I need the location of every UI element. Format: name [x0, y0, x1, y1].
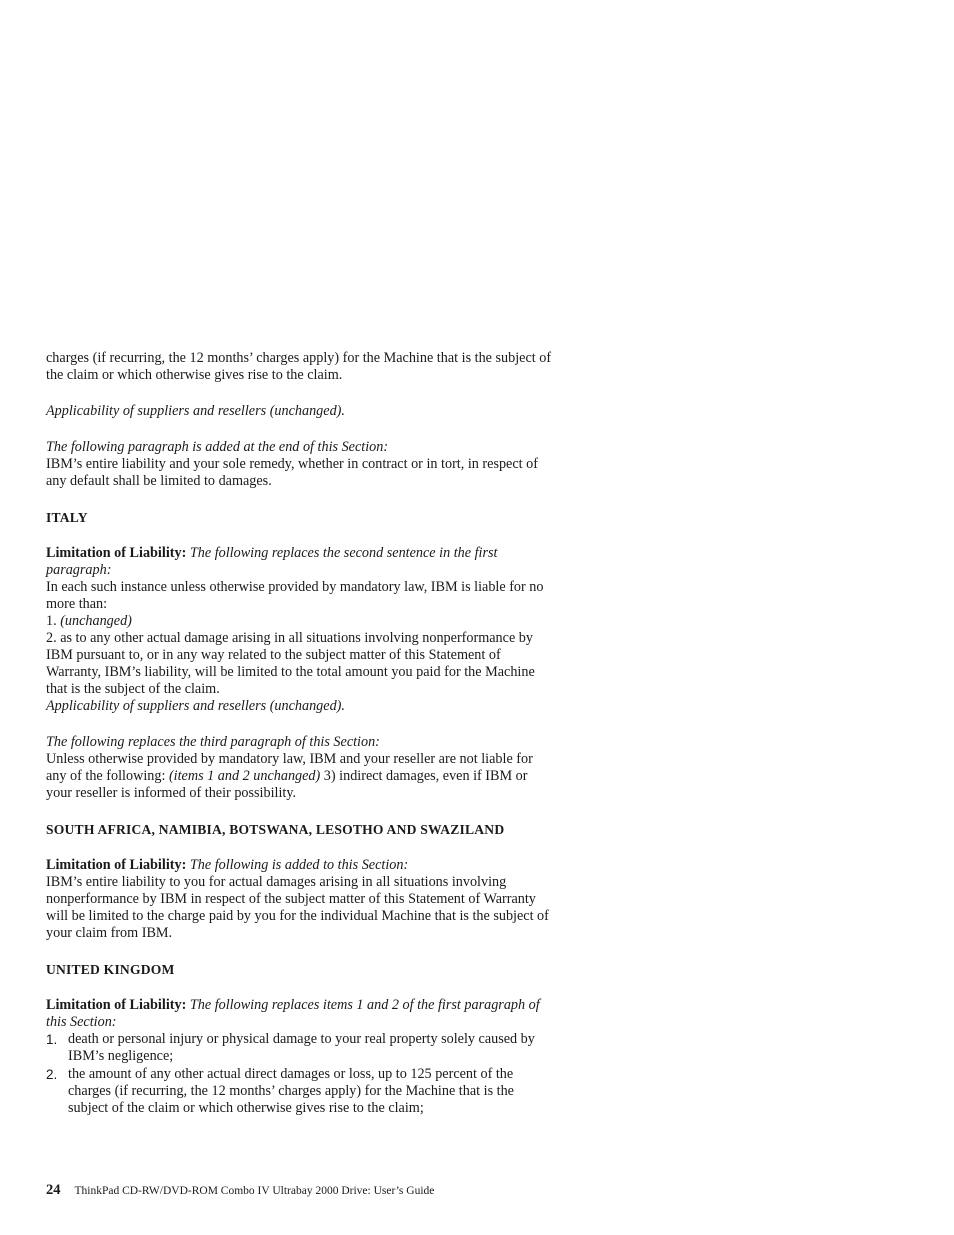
limitation-intro-text: The following is added to this Section: [189, 857, 409, 873]
italy-third-paragraph [46, 734, 556, 802]
item-text: (unchanged) [60, 613, 132, 629]
italy-limitation-intro [46, 545, 556, 579]
paragraph-added-section [46, 439, 556, 490]
item-text: death or personal injury or physical damage to your real property solely caused by IBM’s negligence; [68, 1031, 535, 1064]
heading-united-kingdom: UNITED KINGDOM [46, 962, 175, 977]
third-body-part-a: Unless otherwise provided by mandatory law, IBM and your reseller are not liable for any of the following: [46, 751, 533, 784]
sa-limitation [46, 857, 556, 942]
italy-third-body [46, 751, 556, 802]
list-item [46, 1031, 556, 1065]
italy-third-intro: The following replaces the third paragraph of this Section: [46, 734, 380, 750]
added-section-body: IBM’s entire liability and your sole remedy, whether in contract or in tort, in respect of any default shall be limited to damages. [46, 456, 538, 489]
applicability-note: Applicability of suppliers and resellers (unchanged). [46, 403, 345, 419]
item-text: the amount of any other actual direct damages or loss, up to 125 percent of the charges (if recurring, the 12 months’ charges apply) for the Machine that is the subject of the claim or which otherwise gives rise to the claim; [68, 1066, 514, 1116]
italy-limitation [46, 545, 556, 715]
italy-item-1 [46, 613, 556, 630]
uk-numbered-list [46, 1031, 556, 1117]
uk-limitation-intro [46, 997, 556, 1031]
sa-limitation-intro [46, 857, 556, 874]
page-body [46, 350, 556, 1118]
paragraph-charges: charges (if recurring, the 12 months’ charges apply) for the Machine that is the subject of the claim or which otherwise gives rise to the claim. [46, 350, 552, 383]
sa-body: IBM’s entire liability to you for actual damages arising in all situations involving nonperformance by IBM in respect of the subject matter of this Statement of Warranty will be limited to the charge paid by you for the individual Machine that is the subject of your claim from IBM. [46, 874, 549, 941]
heading-south-africa: SOUTH AFRICA, NAMIBIA, BOTSWANA, LESOTHO AND SWAZILAND [46, 822, 505, 837]
limitation-label: Limitation of Liability: [46, 997, 187, 1013]
list-item [46, 1066, 556, 1117]
added-section-intro: The following paragraph is added at the end of this Section: [46, 439, 389, 455]
limitation-intro-text: The following replaces items 1 and 2 of the first paragraph of this Section: [46, 997, 540, 1030]
third-body-part-b: 3) indirect damages, even if IBM or your reseller is informed of their possibility. [46, 768, 528, 801]
italy-applicability-note: Applicability of suppliers and resellers (unchanged). [46, 698, 345, 714]
footer-title: ThinkPad CD-RW/DVD-ROM Combo IV Ultrabay 2000 Drive: User’s Guide [74, 1185, 435, 1197]
page-footer [46, 1180, 646, 1201]
item-number: 1. [46, 1032, 58, 1047]
third-body-italic: (items 1 and 2 unchanged) [168, 768, 321, 784]
item-number: 2. [46, 1067, 58, 1082]
limitation-label: Limitation of Liability: [46, 857, 187, 873]
italy-body: In each such instance unless otherwise provided by mandatory law, IBM is liable for no more than: [46, 579, 544, 612]
item-number: 1. [46, 613, 57, 629]
limitation-label: Limitation of Liability: [46, 545, 187, 561]
page-number: 24 [46, 1182, 61, 1198]
heading-italy: ITALY [46, 510, 88, 525]
uk-limitation [46, 997, 556, 1117]
italy-item-2: 2. as to any other actual damage arising in all situations involving nonperformance by IBM pursuant to, or in any way related to the subject matter of this Statement of Warranty, IBM’s liability, will be limited to the total amount you paid for the Machine that is the subject of the claim. [46, 630, 535, 697]
limitation-intro-text: The following replaces the second sentence in the first paragraph: [46, 545, 498, 578]
